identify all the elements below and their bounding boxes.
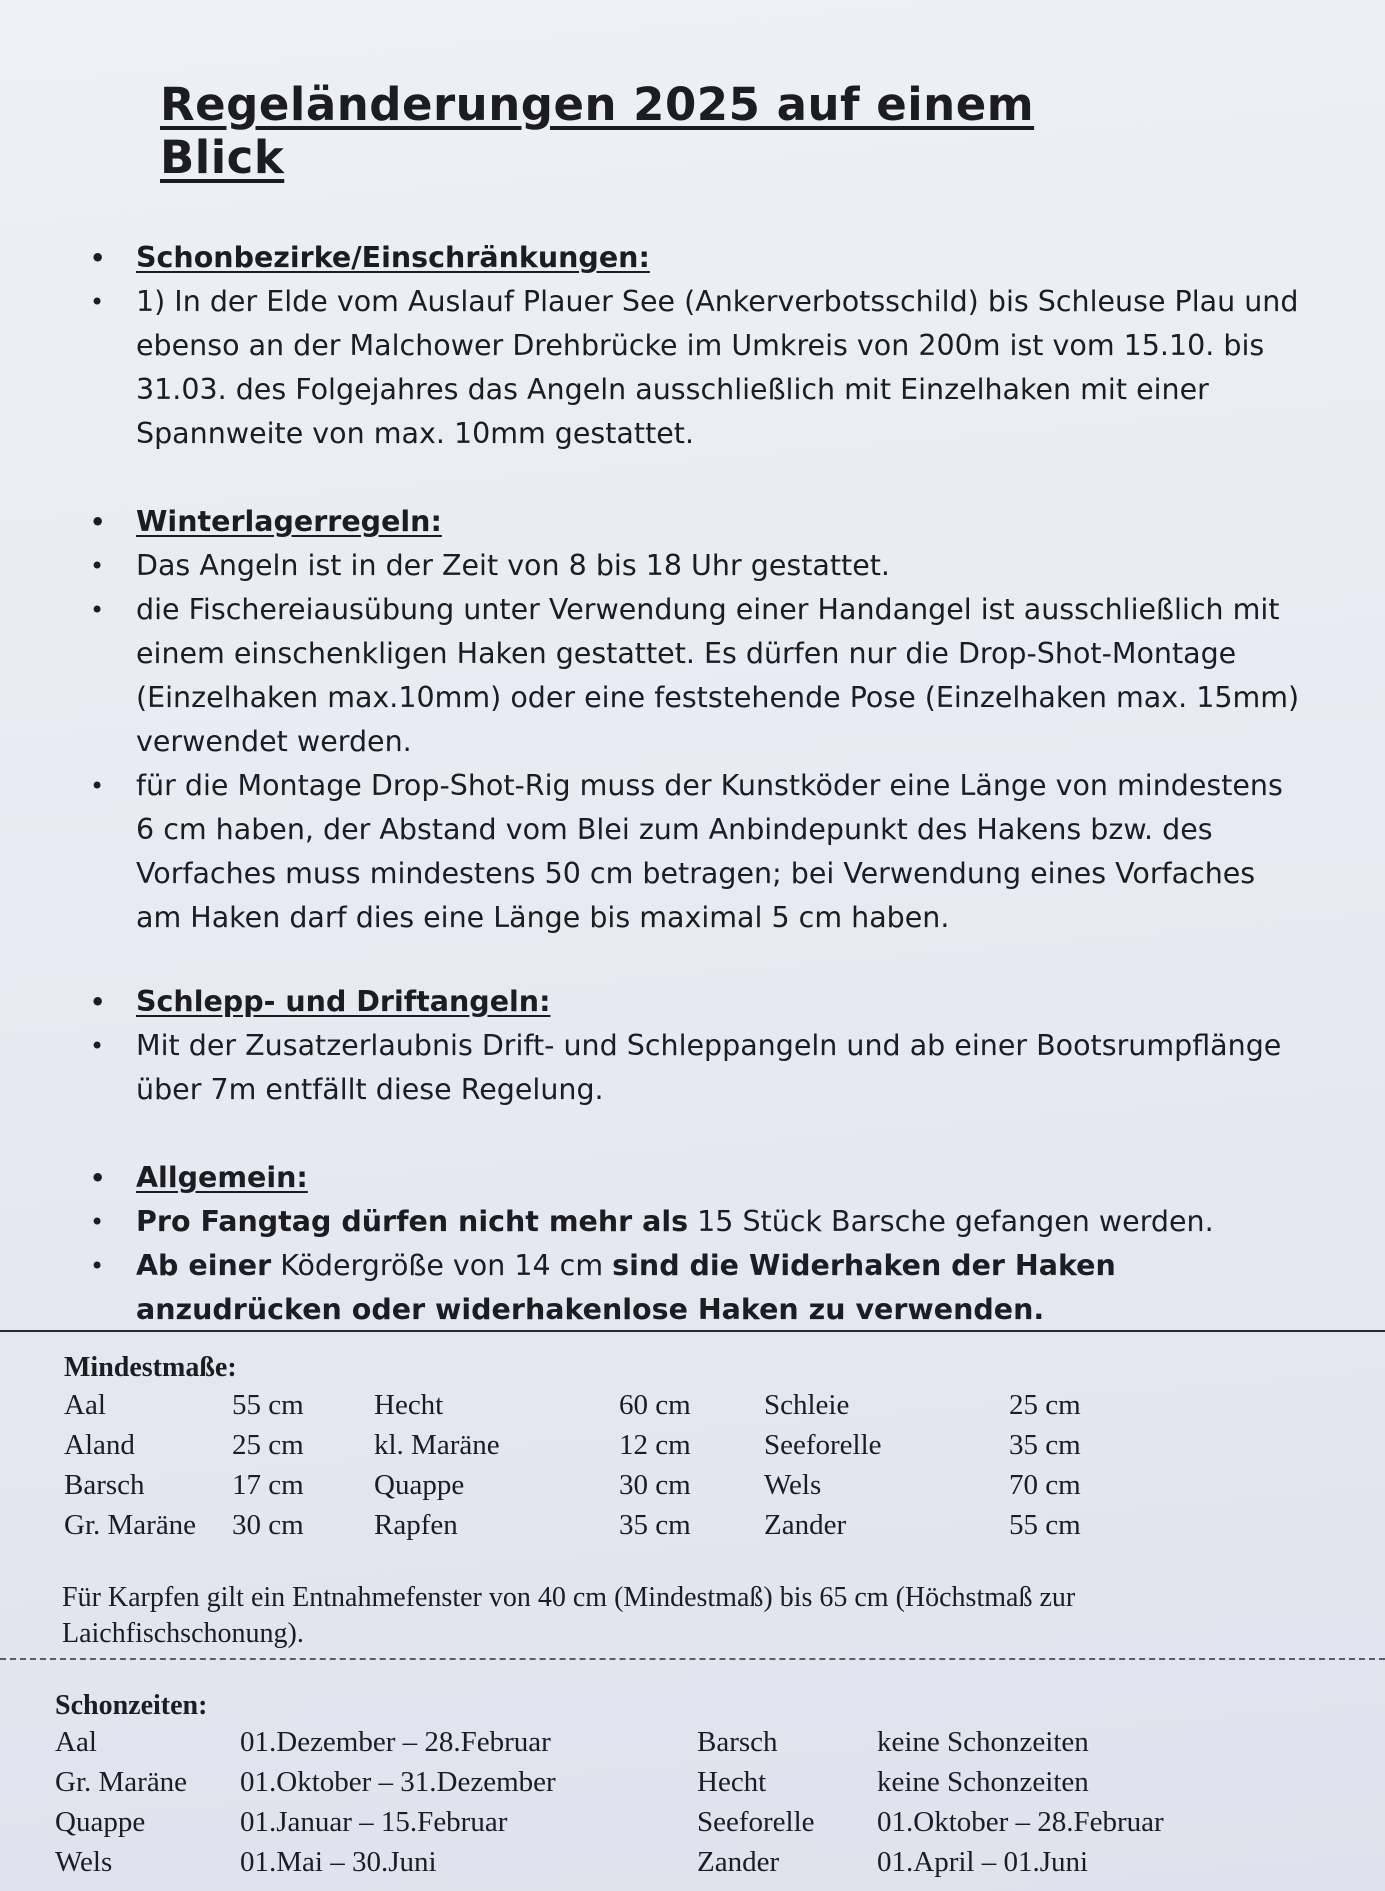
fish-name: Hecht: [374, 1388, 444, 1421]
section-schonbezirke: [0, 236, 1330, 456]
min-size: 35 cm: [619, 1508, 691, 1541]
fish-name: Schleie: [764, 1388, 850, 1421]
min-size: 35 cm: [1009, 1428, 1081, 1461]
fish-name: Wels: [55, 1845, 113, 1878]
table-row: [64, 1385, 1081, 1425]
section-schlepp: [0, 980, 1330, 1112]
min-size: 60 cm: [619, 1388, 691, 1421]
rule-item: • Mit der Zusatzerlaubnis Drift- und Schleppangeln und ab einer Bootsrumpflänge über 7m entfällt diese Regelung.: [0, 1024, 1330, 1112]
closed-season: 01.Mai – 30.Juni: [240, 1845, 437, 1878]
min-size: 70 cm: [1009, 1468, 1081, 1501]
mindestmasse-title: Mindestmaße:: [64, 1352, 237, 1383]
table-row: [64, 1465, 1081, 1505]
fish-name: Aal: [55, 1725, 97, 1758]
schonzeiten-title: Schonzeiten:: [55, 1690, 208, 1721]
closed-season: 01.April – 01.Juni: [877, 1845, 1089, 1878]
closed-season: 01.Oktober – 28.Februar: [877, 1805, 1164, 1838]
karpfen-note: Für Karpfen gilt ein Entnahmefenster von 40 cm (Mindestmaß) bis 65 cm (Höchstmaß zur Laichfischschonung).: [62, 1582, 1076, 1649]
rule-text: Ködergröße von 14 cm: [271, 1249, 613, 1282]
rule-text: 15 Stück Barsche gefangen werden.: [688, 1205, 1214, 1238]
section-allgemein: [0, 1156, 1330, 1332]
rule-item: • Das Angeln ist in der Zeit von 8 bis 18 Uhr gestattet.: [0, 544, 1330, 588]
schonzeiten-table: [55, 1722, 1164, 1882]
section-heading: • Winterlagerregeln:: [0, 500, 1330, 544]
fish-name: Wels: [764, 1468, 822, 1501]
fish-name: Aal: [64, 1388, 106, 1421]
min-size: 12 cm: [619, 1428, 691, 1461]
fish-name: Rapfen: [374, 1508, 458, 1541]
rule-item: • 1) In der Elde vom Auslauf Plauer See (Ankerverbotsschild) bis Schleuse Plau und ebenso an der Malchower Drehbrücke im Umkreis von 200m ist vom 15.10. bis 31.03. des Folgejahres das Angeln ausschließlich mit Einzelhaken mit einer Spannweite von max. 10mm gestattet.: [0, 280, 1330, 456]
table-row: [55, 1842, 1164, 1882]
rule-item: [0, 1200, 1330, 1244]
fish-name: Hecht: [697, 1765, 767, 1798]
rules-list: [0, 236, 1330, 1376]
closed-season: 01.Dezember – 28.Februar: [240, 1725, 551, 1758]
table-row: [55, 1762, 1164, 1802]
fish-name: Aland: [64, 1428, 135, 1461]
rule-text-bold: Ab einer: [136, 1249, 272, 1282]
rule-item: • die Fischereiausübung unter Verwendung einer Handangel ist ausschließlich mit einem einschenkligen Haken gestattet. Es dürfen nur die Drop-Shot-Montage (Einzelhaken max.10mm) oder eine feststehende Pose (Einzelhaken max. 15mm) verwendet werden.: [0, 588, 1330, 764]
fish-name: kl. Maräne: [374, 1428, 500, 1461]
fish-name: Seeforelle: [764, 1428, 882, 1461]
table-row: [55, 1802, 1164, 1842]
min-size: 17 cm: [232, 1468, 304, 1501]
fish-name: Gr. Maräne: [55, 1765, 188, 1798]
fish-name: Barsch: [64, 1468, 145, 1501]
min-size: 30 cm: [232, 1508, 304, 1541]
table-row: [64, 1505, 1081, 1545]
fish-name: Zander: [697, 1845, 780, 1878]
closed-season: keine Schonzeiten: [877, 1765, 1089, 1798]
closed-season: keine Schonzeiten: [877, 1725, 1089, 1758]
min-size: 25 cm: [232, 1428, 304, 1461]
fish-name: Seeforelle: [697, 1805, 815, 1838]
table-row: [64, 1425, 1081, 1465]
fish-name: Zander: [764, 1508, 847, 1541]
closed-season: 01.Oktober – 31.Dezember: [240, 1765, 556, 1798]
rule-item: [0, 1244, 1330, 1332]
rule-text-bold: sind die Widerhaken der Haken anzudrücken oder widerhakenlose Haken zu verwenden.: [136, 1249, 1116, 1326]
section-heading: • Allgemein:: [0, 1156, 1330, 1200]
table-row: [55, 1722, 1164, 1762]
section-heading: • Schonbezirke/Einschränkungen:: [0, 236, 1330, 280]
rule-text-bold: Pro Fangtag dürfen nicht mehr als: [136, 1205, 689, 1238]
fish-name: Gr. Maräne: [64, 1508, 197, 1541]
fish-name: Quappe: [55, 1805, 146, 1838]
fish-name: Quappe: [374, 1468, 465, 1501]
section-heading: • Schlepp- und Driftangeln:: [0, 980, 1330, 1024]
mindestmasse-table: [64, 1385, 1081, 1545]
min-size: 55 cm: [232, 1388, 304, 1421]
min-size: 30 cm: [619, 1468, 691, 1501]
fish-name: Barsch: [697, 1725, 778, 1758]
section-divider: [0, 1330, 1385, 1332]
closed-season: 01.Januar – 15.Februar: [240, 1805, 508, 1838]
section-winterlager: [0, 500, 1330, 940]
page-title: Regeländerungen 2025 auf einem Blick: [160, 78, 1035, 184]
section-divider: [0, 1658, 1385, 1660]
rule-item: • für die Montage Drop-Shot-Rig muss der Kunstköder eine Länge von mindestens 6 cm haben, der Abstand vom Blei zum Anbindepunkt des Hakens bzw. des Vorfaches muss mindestens 50 cm betragen; bei Verwendung eines Vorfaches am Haken darf dies eine Länge bis maximal 5 cm haben.: [0, 764, 1330, 940]
min-size: 55 cm: [1009, 1508, 1081, 1541]
min-size: 25 cm: [1009, 1388, 1081, 1421]
